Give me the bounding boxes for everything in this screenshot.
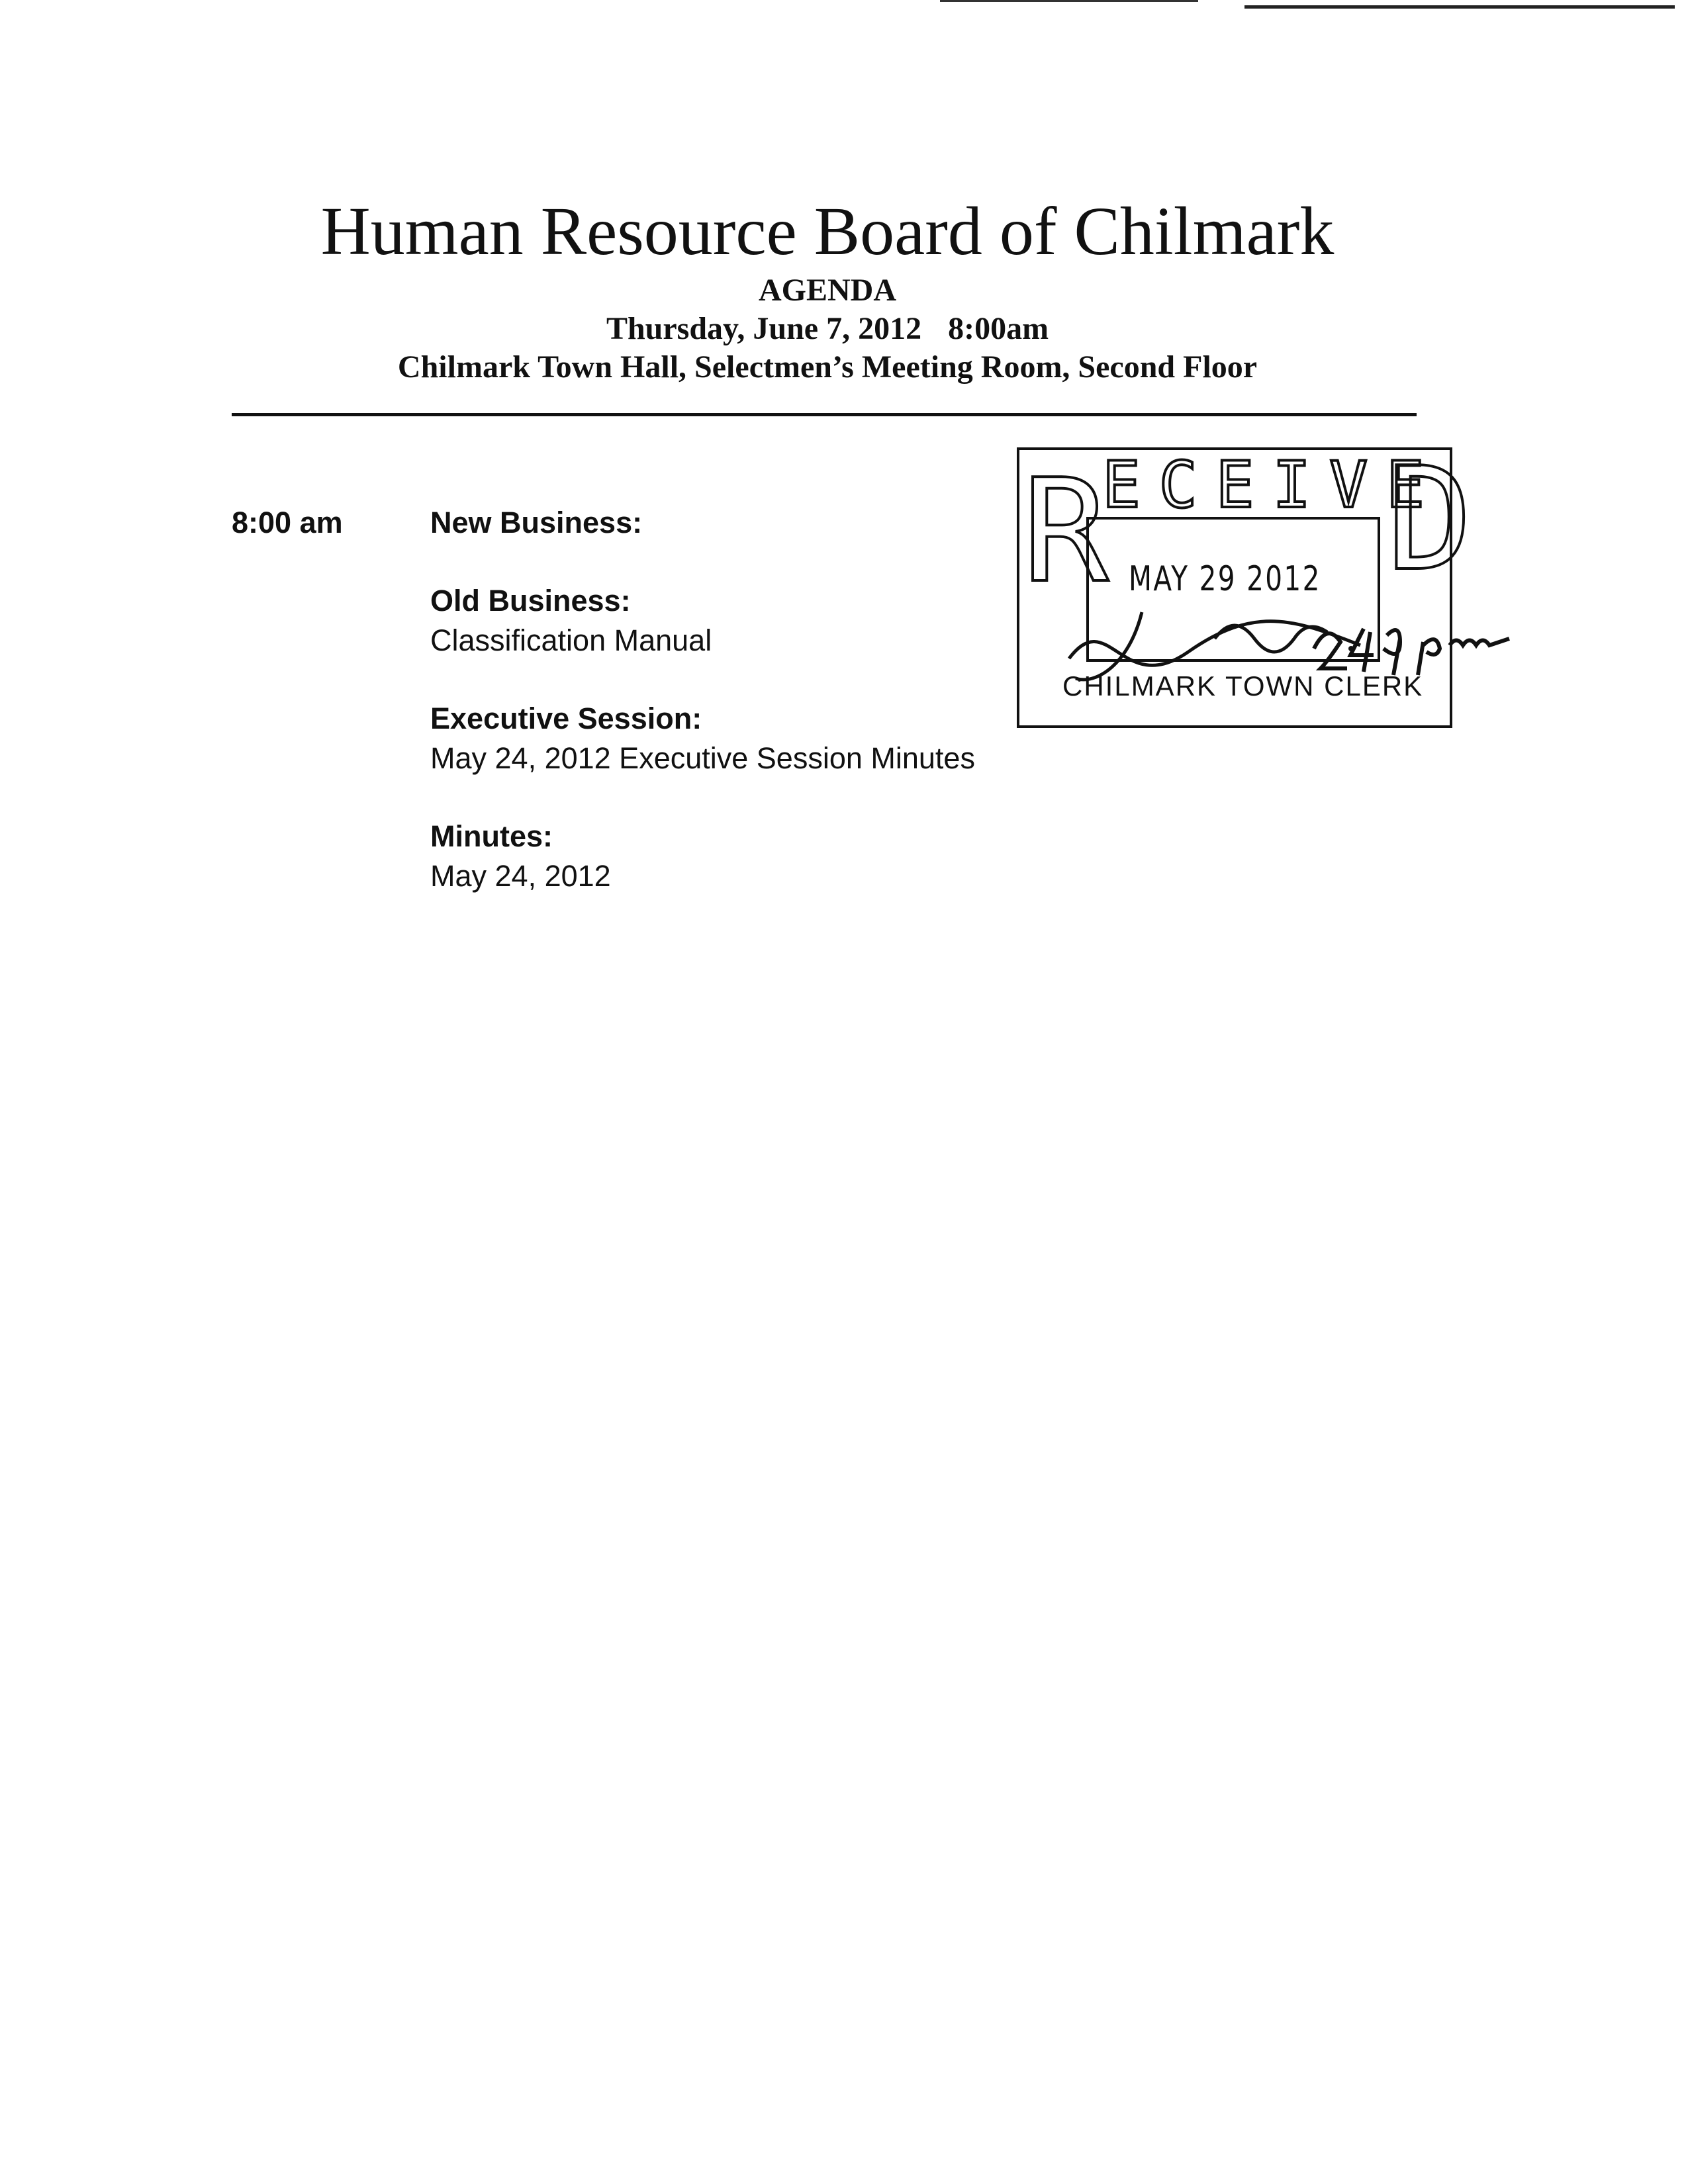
stamp-date: MAY 29 2012: [1129, 559, 1321, 599]
section-heading: Minutes:: [430, 819, 553, 853]
agenda-items: [430, 503, 1092, 934]
meeting-datetime: [199, 310, 1456, 348]
section-heading: New Business:: [430, 506, 643, 539]
agenda-time: 8:00 am: [232, 506, 343, 539]
document-header: [199, 192, 1456, 387]
section-heading: Old Business:: [430, 584, 631, 617]
agenda-section: [430, 581, 1092, 660]
meeting-location: Chilmark Town Hall, Selectmen’s Meeting Room, Second Floor: [397, 349, 1258, 385]
stamp-middle-letters: ECEIVE: [1102, 448, 1443, 522]
section-line: May 24, 2012: [430, 859, 611, 893]
stamp-office: CHILMARK TOWN CLERK: [1062, 670, 1424, 702]
section-heading: Executive Session:: [430, 702, 702, 735]
stamp-initial-letter: R: [1023, 448, 1109, 614]
scan-edge-mark: [1244, 5, 1675, 9]
board-title: Human Resource Board of Chilmark: [320, 193, 1335, 269]
section-line: Classification Manual: [430, 623, 712, 657]
scan-edge-mark: [940, 0, 1198, 2]
header-divider: [232, 413, 1417, 416]
stamp-final-letter: D: [1387, 436, 1473, 602]
agenda-section: [430, 503, 1092, 543]
agenda-section: [430, 699, 1092, 778]
agenda-section: [430, 817, 1092, 896]
section-line: May 24, 2012 Executive Session Minutes: [430, 741, 975, 775]
meeting-date: Thursday, June 7, 2012: [606, 311, 922, 346]
agenda-label: AGENDA: [758, 273, 896, 308]
meeting-time: 8:00am: [948, 311, 1049, 346]
received-stamp: [1016, 436, 1473, 731]
handwritten-time-mark: [1307, 609, 1546, 682]
